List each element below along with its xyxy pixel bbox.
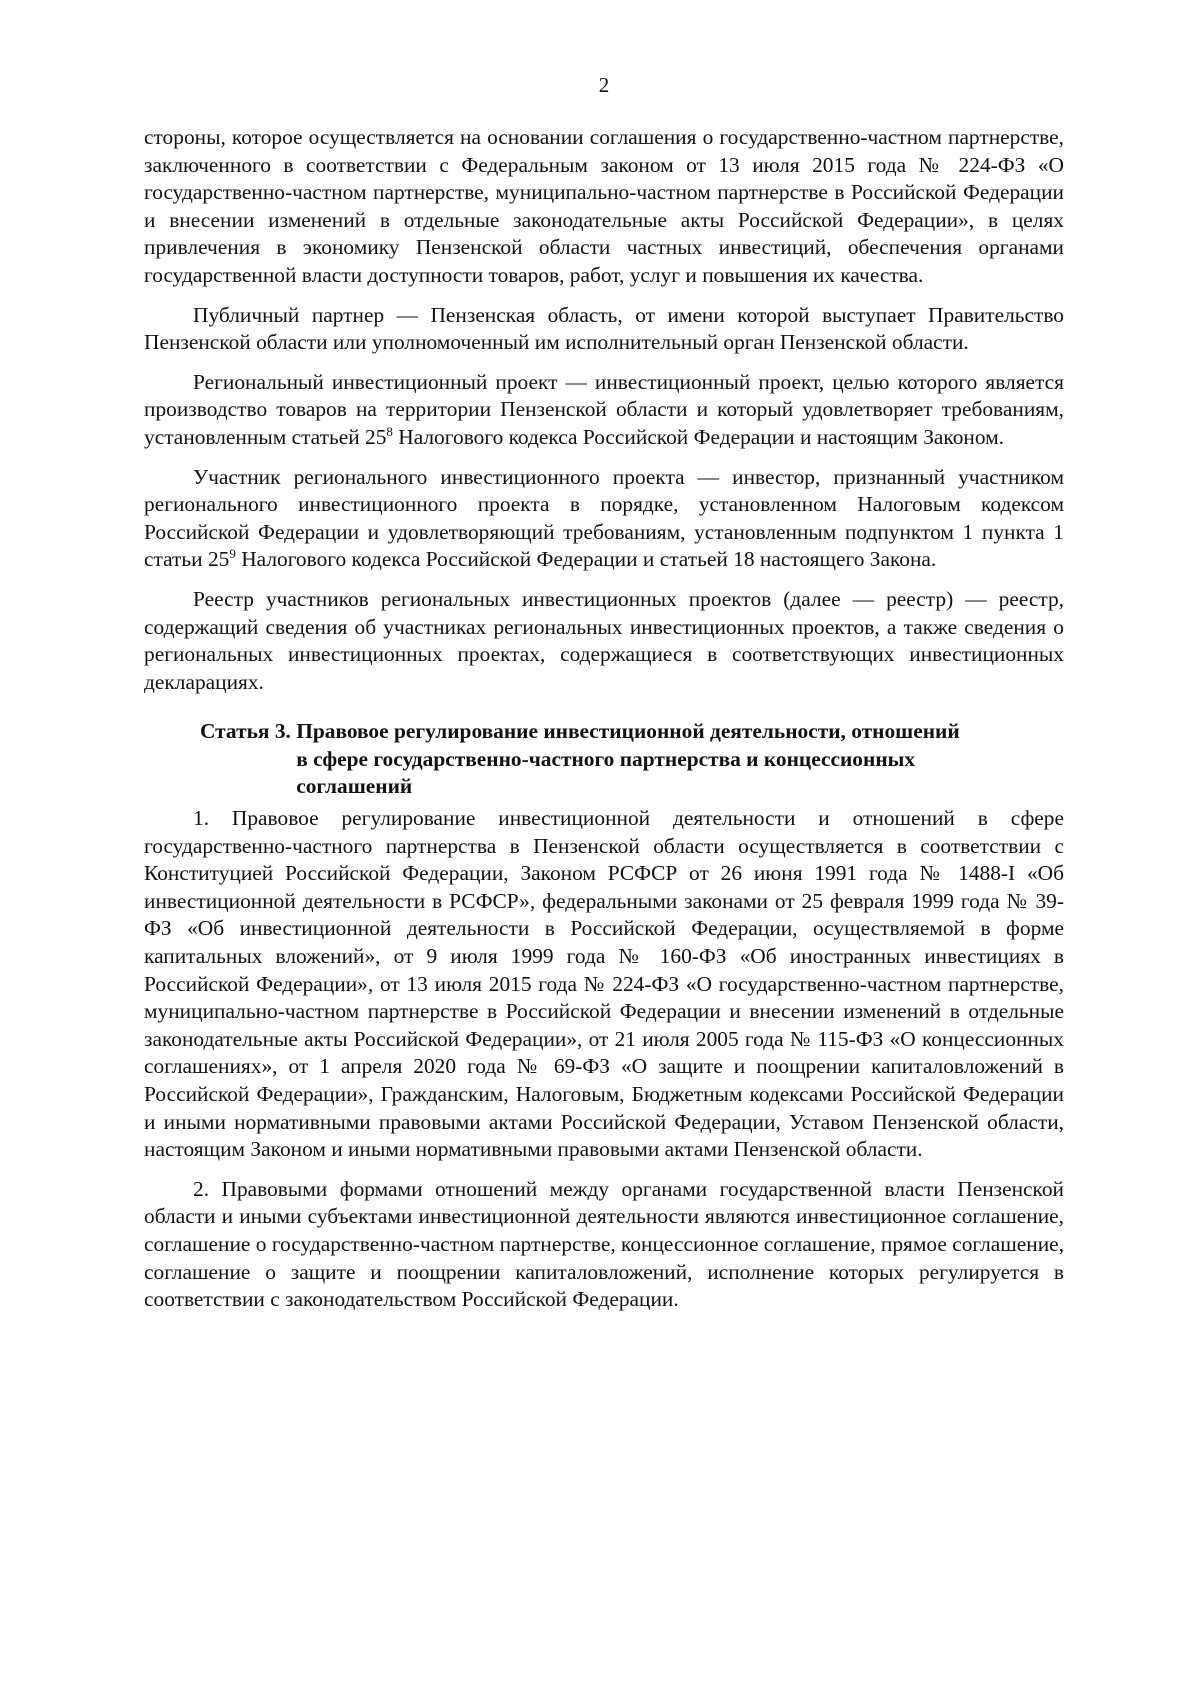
- definition-regional-investment-project: [144, 369, 1064, 452]
- definition-paragraph-continuation: стороны, которое осуществляется на основании соглашения о государственно-частном партнерстве, заключенного в соответствии с Федеральным законом от 13 июля 2015 года № 224-ФЗ «О государственно-частном партнерстве, муниципально-частном партнерстве в Российской Федерации и внесении изменений в отдельные законодательные акты Российской Федерации», в целях привлечения в экономику Пензенской области частных инвестиций, обеспечения органами государственной власти доступности товаров, работ, услуг и повышения их качества.: [144, 125, 1064, 287]
- article-label: Статья 3.: [200, 719, 297, 744]
- definition-text: Участник регионального инвестиционного проекта — инвестор, признанный участником регионального инвестиционного проекта в порядке, установленном Налоговым кодексом Российской Федерации и удовлетворяющий требованиям, установленным подпунктом 1 пункта 1 статьи 25: [144, 464, 1064, 572]
- definition-text: Налогового кодекса Российской Федерации и настоящим Законом.: [392, 424, 1005, 449]
- article-3-heading: [200, 718, 1064, 801]
- superscript-article-number: 8: [386, 423, 393, 439]
- definition-text: Налогового кодекса Российской Федерации и статьей 18 настоящего Закона.: [235, 547, 937, 572]
- superscript-article-number: 9: [229, 546, 236, 562]
- page-number: 2: [598, 73, 610, 97]
- definition-project-participant: [144, 464, 1064, 574]
- article-3-clause-1: 1. Правовое регулирование инвестиционной деятельности и отношений в сфере государственно-частного партнерства в Пензенской области осуществляется в соответствии с Конституцией Российской Федерации, Законом РСФСР от 26 июня 1991 года № 1488-I «Об инвестиционной деятельности в РСФСР», федеральными законами от 25 февраля 1999 года № 39-ФЗ «Об инвестиционной деятельности в Российской Федерации, осуществляемой в форме капитальных вложений», от 9 июля 1999 года № 160-ФЗ «Об иностранных инвестициях в Российской Федерации», от 13 июля 2015 года № 224-ФЗ «О государственно-частном партнерстве, муниципально-частном партнерстве в Российской Федерации и внесении изменений в отдельные законодательные акты Российской Федерации», от 21 июля 2005 года № 115-ФЗ «О концессионных соглашениях», от 1 апреля 2020 года № 69-ФЗ «О защите и поощрении капиталовложений в Российской Федерации», Гражданским, Налоговым, Бюджетным кодексами Российской Федерации и иными нормативными правовыми актами Российской Федерации, Уставом Пензенской области, настоящим Законом и иными нормативными правовыми актами Пензенской области.: [144, 806, 1064, 1162]
- definition-registry: Реестр участников региональных инвестиционных проектов (далее — реестр) — реестр, содержащий сведения об участниках региональных инвестиционных проектов, а также сведения о региональных инвестиционных проектах, содержащиеся в соответствующих инвестиционных декларациях.: [144, 586, 1064, 694]
- definition-text: Региональный инвестиционный проект — инвестиционный проект, целью которого является производство товаров на территории Пензенской области и который удовлетворяет требованиям, установленным статьей 25: [144, 369, 1064, 449]
- article-3-clause-2: 2. Правовыми формами отношений между органами государственной власти Пензенской области и иными субъектами инвестиционной деятельности являются инвестиционное соглашение, соглашение о государственно-частном партнерстве, концессионное соглашение, прямое соглашение, соглашение о защите и поощрении капиталовложений, исполнение которых регулируется в соответствии с законодательством Российской Федерации.: [144, 1176, 1064, 1312]
- article-title: Правовое регулирование инвестиционной деятельности, отношений в сфере государственно-частного партнерства и концессионных соглашений: [296, 719, 960, 799]
- definition-public-partner: Публичный партнер — Пензенская область, от имени которой выступает Правительство Пензенской области или уполномоченный им исполнительный орган Пензенской области.: [144, 302, 1064, 355]
- document-page: [144, 72, 1064, 1326]
